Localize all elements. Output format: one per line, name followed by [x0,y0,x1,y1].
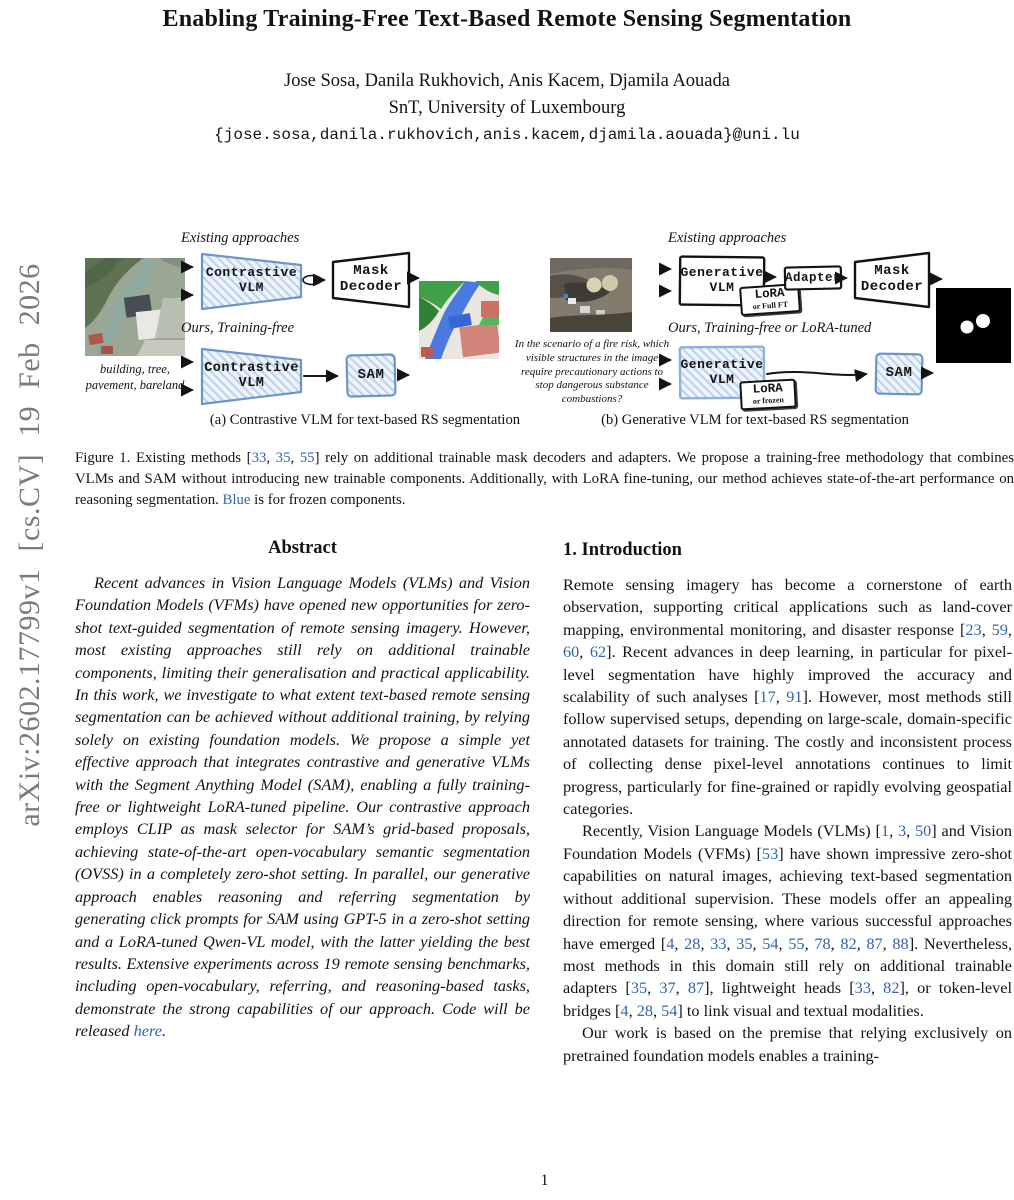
input-text-classes-a [65,362,205,393]
lora-top-sub: or Full FT [752,299,789,312]
text-segment: , [906,821,915,841]
intro-paragraph-1 [563,574,1012,820]
text-segment: ] to link visual and textual modalities. [677,1000,924,1020]
citation-link[interactable]: 87 [687,978,705,998]
citation-link[interactable]: 78 [814,933,831,953]
text-segment: ], or token-level bridges [ [563,978,1013,1020]
citation-link[interactable]: 3 [897,821,907,841]
abstract-body [75,572,530,1043]
figure-caption [75,448,1014,511]
block-mask-decoder-b [852,251,932,309]
block-contrastive-vlm-top [200,250,303,312]
figure-1 [75,228,1014,440]
lora-top-label: LoRA [754,285,786,303]
input-text-classes-a-line2: pavement, bareland [85,377,185,392]
citation-link[interactable]: 50 [915,821,932,841]
citation-link[interactable]: 88 [892,933,909,953]
text-segment: , [804,933,815,953]
text-segment: , [870,978,884,998]
citation-link[interactable]: 62 [589,642,607,662]
text-segment: Figure 1. Existing methods [ [75,450,252,466]
citation-link[interactable]: 82 [883,978,900,998]
text-segment: , [647,978,660,998]
citation-link[interactable]: 60 [563,642,580,662]
panel-a-existing-label: Existing approaches [181,230,300,246]
input-question-b: In the scenario of a fire risk, which visible structures in the image require precautionary actions to stop dangerous substance combustions? [514,338,670,406]
citation-link[interactable]: 35 [736,933,753,953]
contrastive-vlm-label2: VLM [239,280,264,295]
text-segment: ] and Vision Foundation Models (VFMs) [ [563,821,1012,863]
sam-b-label: SAM [885,365,913,382]
contrastive-vlm-b-label: Contrastive [204,360,299,376]
panel-b-existing-label: Existing approaches [668,230,787,246]
text-segment: , [856,933,867,953]
authors-line: Jose Sosa, Danila Rukhovich, Anis Kacem, Djamila Aouada [284,71,730,91]
citation-link[interactable]: Blue [222,492,251,508]
lora-bottom-sub: or frozen [752,395,785,406]
generative-vlm-label2: VLM [709,280,735,295]
paper-title: Enabling Training-Free Text-Based Remote Sensing Segmentation [162,6,852,32]
text-segment: , [700,933,711,953]
page-number: 1 [540,1172,549,1189]
citation-link[interactable]: 4 [666,933,675,953]
text-segment: Our work is based on the premise that relying exclusively on pretrained foundation models enables a training- [563,1023,1012,1065]
citation-link[interactable]: 55 [788,933,805,953]
text-segment: ]. Nevertheless, most methods in this domain still rely on additional trainable adapters [ [563,933,1013,998]
text-segment: , [752,933,763,953]
generative-vlm-b-label2: VLM [709,371,735,387]
text-segment: , [652,1000,662,1020]
block-sam-b [874,352,924,396]
citation-link[interactable]: 33 [251,450,267,466]
citation-link[interactable]: 55 [299,450,315,466]
text-segment: . [161,1021,167,1041]
text-segment: ]. However, most methods still follow supervised setups, depending on large-scale, domain-specific annotated datasets for training. The costly and inconsistent process of collecting dense pixel-level annotations continues to limit progress, particularly for fine-grained or rapidly evolving geospatial categories. [563,687,1012,819]
text-segment: , [775,687,787,707]
abstract-column [75,538,530,1043]
text-segment: , [882,933,893,953]
generative-vlm-b-label: Generative [680,356,764,372]
text-segment: Remote sensing imagery has become a cornerstone of earth observation, supporting critical applications such as land-cover mapping, environmental monitoring, and disaster response [ [563,575,1012,639]
citation-link[interactable]: 53 [761,843,779,863]
text-segment: ], lightweight heads [ [704,978,855,998]
input-satellite-image-b [550,258,632,332]
contrastive-vlm-label: Contrastive [205,265,298,281]
mask-decoder-a-label: Mask [353,263,389,280]
citation-link[interactable]: 54 [762,933,779,953]
text-segment: is for frozen components. [250,492,406,508]
citation-link[interactable]: 33 [854,978,871,998]
text-segment: , [981,619,992,639]
abstract-heading: Abstract [268,538,337,558]
text-segment: , [579,642,590,662]
lora-bottom-label: LoRA [752,381,784,397]
block-mask-decoder-a [330,251,412,309]
introduction-column [563,538,1012,1067]
citation-link[interactable]: 28 [636,1000,653,1020]
text-segment: ] have shown impressive zero-shot capabilities on natural images, achieving text-based segmentation without additional supervision. These models offer an appealing direction for remote sensing, where various successful approaches have emerged [ [563,843,1012,953]
citation-link[interactable]: 23 [965,619,982,639]
arxiv-banner: arXiv:2602.17799v1 [cs.CV] 19 Feb 2026 [13,263,46,827]
introduction-heading: 1. Introduction [563,540,682,560]
panel-b-ours-label: Ours, Training-free or LoRA-tuned [668,320,872,336]
text-segment: , [674,933,685,953]
sam-a-label: SAM [357,366,385,383]
text-segment: ] rely on additional trainable mask decoders and adapters. We propose a training-free methodology that combines VLMs and SAM without introducing new trainable components. Additionally, with LoRA fine-tuning, our method achieves state-of-the-art performance on reasoning segmentation. [75,450,1014,508]
lora-frozen-tag [739,379,796,411]
text-segment: , [889,821,898,841]
citation-link[interactable]: 1 [880,821,890,841]
mask-decoder-a-label2: Decoder [339,279,403,295]
panel-b-caption: (b) Generative VLM for text-based RS segmentation [601,412,909,428]
block-sam-a [345,353,397,398]
email-line: {jose.sosa,danila.rukhovich,anis.kacem,djamila.aouada}@uni.lu [214,126,800,144]
citation-link[interactable]: 59 [991,619,1008,639]
intro-paragraph-3 [563,1022,1012,1067]
input-satellite-image-a [85,258,185,356]
citation-link[interactable]: 17 [759,687,776,707]
output-segmentation-image-a [419,281,499,359]
citation-link[interactable]: 82 [840,933,857,953]
citation-link[interactable]: 54 [661,1000,678,1020]
block-contrastive-vlm-bottom [200,345,303,407]
text-segment: , [290,450,300,466]
panel-a-caption: (a) Contrastive VLM for text-based RS segmentation [209,412,521,428]
text-segment: , [628,1000,637,1020]
block-adapter [783,265,843,291]
citation-link[interactable]: 4 [620,1000,629,1020]
affiliation-line: SnT, University of Luxembourg [388,98,626,118]
citation-link[interactable]: 91 [786,687,803,707]
citation-link[interactable]: 87 [866,933,883,953]
text-segment: , [830,933,841,953]
text-segment: Recent advances in Vision Language Models (VLMs) and Vision Foundation Models (VFMs) have opened new opportunities for zero-shot text-guided segmentation of remote sensing imagery. However, most existing approaches still rely on additional trainable components, limiting their generalisation and practical applicability. In this work, we investigate to what extent text-based remote sensing segmentation can be achieved without additional training, by relying solely on existing foundation models. We propose a simple yet effective approach that integrates contrastive and generative VLMs with the Segment Anything Model (SAM), enabling a fully training-free or lightweight LoRA-tuned pipeline. Our contrastive approach employs CLIP as mask selector for SAM’s grid-based proposals, achieving state-of-the-art open-vocabulary semantic segmentation (OVSS) in a completely zero-shot setting. In parallel, our generative approach enables reasoning and referring segmentation by generating click prompts for SAM using GPT-5 in a zero-shot setting and a LoRA-tuned Qwen-VL model, with the latter yielding the best results. Extensive experiments across 19 remote sensing benchmarks, including open-vocabulary, referring, and reasoning-based tasks, demonstrate the strong capabilities of our approach. Code will be released [75,573,530,1041]
generative-vlm-label: Generative [680,265,764,281]
text-segment: , [778,933,789,953]
contrastive-vlm-b-label2: VLM [238,376,265,391]
panel-a-ours-label: Ours, Training-free [181,320,295,336]
hyperlink[interactable]: here [133,1021,162,1041]
adapter-label: Adapter [784,270,841,285]
text-segment: ]. Recent advances in deep learning, in particular for pixel-level segmentation have highly improved the accuracy and scalability of such analyses [ [563,642,1012,707]
input-text-classes-a-line1: building, tree, [99,362,170,376]
text-segment: , [675,978,688,998]
mask-decoder-b-label2: Decoder [860,279,924,295]
citation-link[interactable]: 33 [710,933,727,953]
mask-decoder-b-label: Mask [874,263,910,280]
text-segment: , [266,450,276,466]
citation-link[interactable]: 35 [275,450,291,466]
output-mask-image-b [936,288,1011,363]
text-segment: , [726,933,737,953]
text-segment: , [1007,619,1012,639]
intro-paragraph-2 [563,820,1012,1022]
citation-link[interactable]: 35 [630,978,648,998]
citation-link[interactable]: 28 [684,933,701,953]
text-segment: Recently, Vision Language Models (VLMs) [ [582,821,881,841]
citation-link[interactable]: 37 [659,978,676,998]
